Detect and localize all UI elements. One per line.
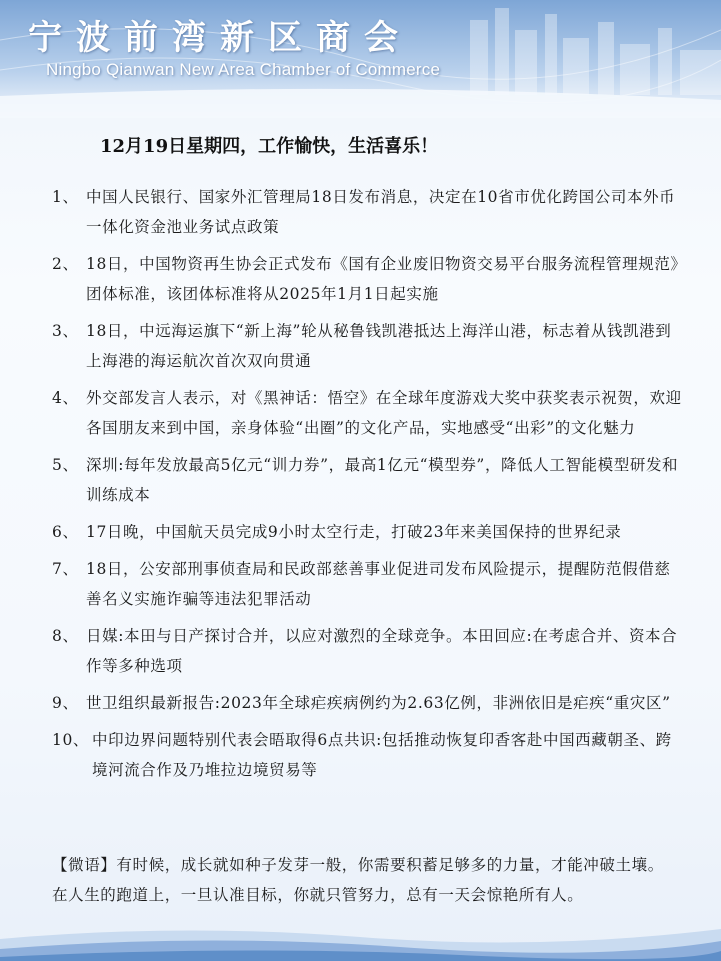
news-item bbox=[52, 450, 682, 510]
news-item bbox=[52, 621, 682, 681]
news-text: 外交部发言人表示，对《黑神话：悟空》在全球年度游戏大奖中获奖表示祝贺，欢迎各国朋友来到中国，亲身体验“出圈”的文化产品，实地感受“出彩”的文化魅力 bbox=[86, 389, 682, 437]
news-text: 中印边界问题特别代表会晤取得6点共识:包括推动恢复印香客赴中国西藏朝圣、跨境河流合作及乃堆拉边境贸易等 bbox=[92, 731, 672, 779]
news-number: 5、 bbox=[52, 456, 79, 474]
chamber-title-english: Ningbo Qianwan New Area Chamber of Commerce bbox=[46, 60, 441, 79]
news-text: 世卫组织最新报告:2023年全球疟疾病例约为2.63亿例，非洲依旧是疟疾“重灾区” bbox=[86, 694, 671, 712]
news-item bbox=[52, 182, 682, 242]
quote-tag: 【微语】 bbox=[52, 856, 117, 874]
news-text: 17日晚，中国航天员完成9小时太空行走，打破23年来美国保持的世界纪录 bbox=[86, 523, 622, 541]
news-item bbox=[52, 725, 682, 785]
news-text: 深圳:每年发放最高5亿元“训力券”，最高1亿元“模型券”，降低人工智能模型研发和训练成本 bbox=[86, 456, 679, 504]
news-item bbox=[52, 249, 682, 309]
news-text: 日媒:本田与日产探讨合并，以应对激烈的全球竞争。本田回应:在考虑合并、资本合作等多种选项 bbox=[86, 627, 678, 675]
news-number: 10、 bbox=[52, 731, 90, 749]
news-text: 中国人民银行、国家外汇管理局18日发布消息，决定在10省市优化跨国公司本外币一体化资金池业务试点政策 bbox=[86, 188, 676, 236]
news-item bbox=[52, 688, 682, 718]
quote-text: 有时候，成长就如种子发芽一般，你需要积蓄足够多的力量，才能冲破土壤。在人生的跑道上，一旦认准目标，你就只管努力，总有一天会惊艳所有人。 bbox=[52, 856, 664, 904]
news-number: 8、 bbox=[52, 627, 79, 645]
news-list bbox=[52, 182, 682, 792]
news-text: 18日，中国物资再生协会正式发布《国有企业废旧物资交易平台服务流程管理规范》团体标准，该团体标准将从2025年1月1日起实施 bbox=[86, 255, 679, 303]
news-text: 18日，中远海运旗下“新上海”轮从秘鲁钱凯港抵达上海洋山港，标志着从钱凯港到上海港的海运航次首次双向贯通 bbox=[86, 322, 672, 370]
news-item bbox=[52, 554, 682, 614]
news-number: 7、 bbox=[52, 560, 79, 578]
daily-quote bbox=[52, 850, 672, 910]
news-item bbox=[52, 383, 682, 443]
news-item bbox=[52, 316, 682, 376]
news-number: 2、 bbox=[52, 255, 79, 273]
news-item bbox=[52, 517, 682, 547]
date-greeting: 12月19日星期四，工作愉快，生活喜乐！ bbox=[100, 136, 439, 157]
news-number: 9、 bbox=[52, 694, 79, 712]
news-number: 1、 bbox=[52, 188, 79, 206]
chamber-title-chinese: 宁波前湾新区商会 bbox=[28, 18, 412, 58]
news-number: 6、 bbox=[52, 523, 79, 541]
header-banner bbox=[0, 0, 721, 118]
footer-wave-graphic bbox=[0, 921, 721, 961]
news-number: 4、 bbox=[52, 389, 79, 407]
news-text: 18日，公安部刑事侦查局和民政部慈善事业促进司发布风险提示，提醒防范假借慈善名义实施诈骗等违法犯罪活动 bbox=[86, 560, 671, 608]
news-number: 3、 bbox=[52, 322, 79, 340]
